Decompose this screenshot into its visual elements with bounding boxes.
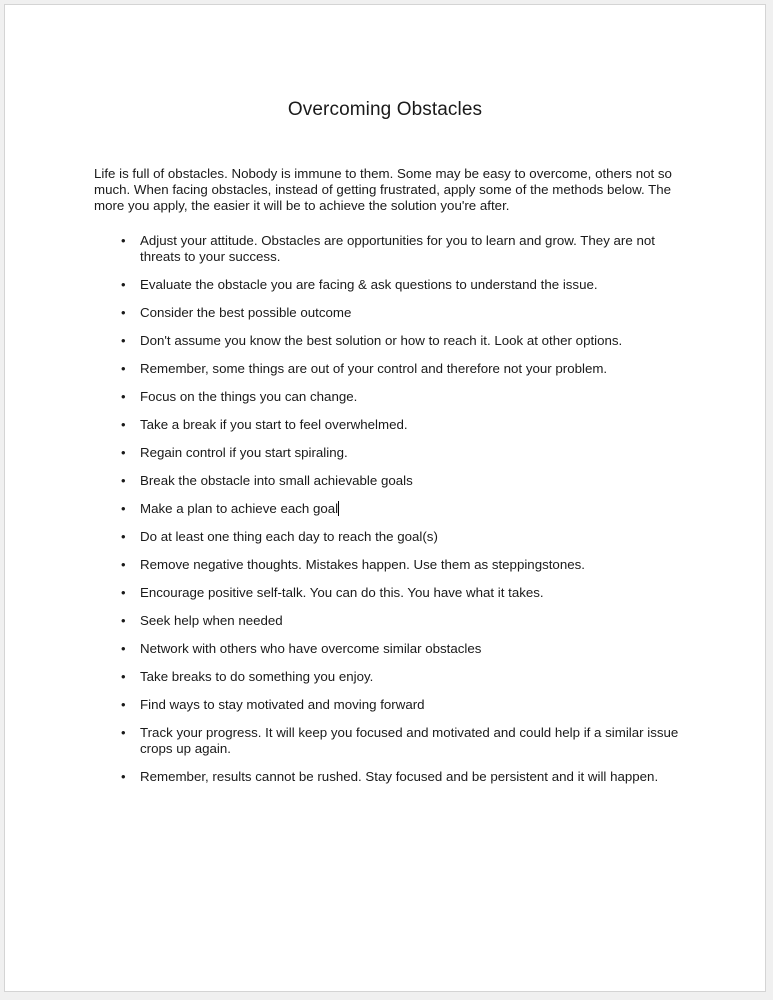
list-item <box>94 501 694 517</box>
list-item-text: Focus on the things you can change. <box>140 389 358 404</box>
list-item-text: Break the obstacle into small achievable goals <box>140 473 413 488</box>
bullet-icon: • <box>121 233 126 248</box>
bullet-icon: • <box>121 641 126 656</box>
list-item <box>94 305 694 321</box>
bullet-icon: • <box>121 613 126 628</box>
list-item <box>94 669 694 685</box>
list-item-text: Remember, results cannot be rushed. Stay focused and be persistent and it will happen. <box>140 769 659 784</box>
list-item <box>94 277 694 293</box>
bullet-icon: • <box>121 333 126 348</box>
bullet-icon: • <box>121 529 126 544</box>
list-item-text: Remove negative thoughts. Mistakes happen. Use them as steppingstones. <box>140 557 585 572</box>
text-cursor <box>338 501 339 516</box>
bullet-icon: • <box>121 305 126 320</box>
bullet-icon: • <box>121 669 126 684</box>
bullet-icon: • <box>121 501 126 516</box>
list-item-text: Adjust your attitude. Obstacles are opportunities for you to learn and grow. They are not threats to your success. <box>140 233 655 264</box>
bullet-icon: • <box>121 697 126 712</box>
list-item <box>94 557 694 573</box>
list-item-text: Seek help when needed <box>140 613 283 628</box>
list-item <box>94 361 694 377</box>
bullet-icon: • <box>121 389 126 404</box>
list-item <box>94 445 694 461</box>
list-item-text: Consider the best possible outcome <box>140 305 352 320</box>
list-item <box>94 417 694 433</box>
bullet-icon: • <box>121 769 126 784</box>
list-item <box>94 473 694 489</box>
bullet-icon: • <box>121 361 126 376</box>
list-item-text: Take breaks to do something you enjoy. <box>140 669 374 684</box>
bullet-icon: • <box>121 445 126 460</box>
tips-list <box>94 233 694 797</box>
list-item-text: Remember, some things are out of your control and therefore not your problem. <box>140 361 608 376</box>
list-item <box>94 641 694 657</box>
document-page[interactable] <box>4 4 766 992</box>
document-title: Overcoming Obstacles <box>287 99 483 120</box>
intro-paragraph: Life is full of obstacles. Nobody is immune to them. Some may be easy to overcome, others not so much. When facing obstacles, instead of getting frustrated, apply some of the methods below. The more you apply, the easier it will be to achieve the solution you're after. <box>94 166 672 213</box>
list-item-text: Regain control if you start spiraling. <box>140 445 348 460</box>
bullet-icon: • <box>121 725 126 740</box>
list-item-text: Find ways to stay motivated and moving forward <box>140 697 425 712</box>
bullet-icon: • <box>121 417 126 432</box>
list-item <box>94 389 694 405</box>
list-item-text: Don't assume you know the best solution or how to reach it. Look at other options. <box>140 333 623 348</box>
list-item-text: Evaluate the obstacle you are facing & ask questions to understand the issue. <box>140 277 598 292</box>
list-item <box>94 529 694 545</box>
list-item-text: Track your progress. It will keep you focused and motivated and could help if a similar issue crops up again. <box>140 725 679 756</box>
list-item-text: Encourage positive self-talk. You can do this. You have what it takes. <box>140 585 544 600</box>
list-item <box>94 769 694 785</box>
bullet-icon: • <box>121 277 126 292</box>
list-item-text: Network with others who have overcome similar obstacles <box>140 641 482 656</box>
list-item-text: Do at least one thing each day to reach the goal(s) <box>140 529 438 544</box>
list-item <box>94 333 694 349</box>
list-item-text: Make a plan to achieve each goal <box>140 501 339 516</box>
list-item <box>94 233 694 265</box>
bullet-icon: • <box>121 585 126 600</box>
bullet-icon: • <box>121 557 126 572</box>
list-item <box>94 697 694 713</box>
list-item <box>94 585 694 601</box>
bullet-icon: • <box>121 473 126 488</box>
list-item <box>94 613 694 629</box>
list-item <box>94 725 694 757</box>
list-item-text: Take a break if you start to feel overwhelmed. <box>140 417 408 432</box>
